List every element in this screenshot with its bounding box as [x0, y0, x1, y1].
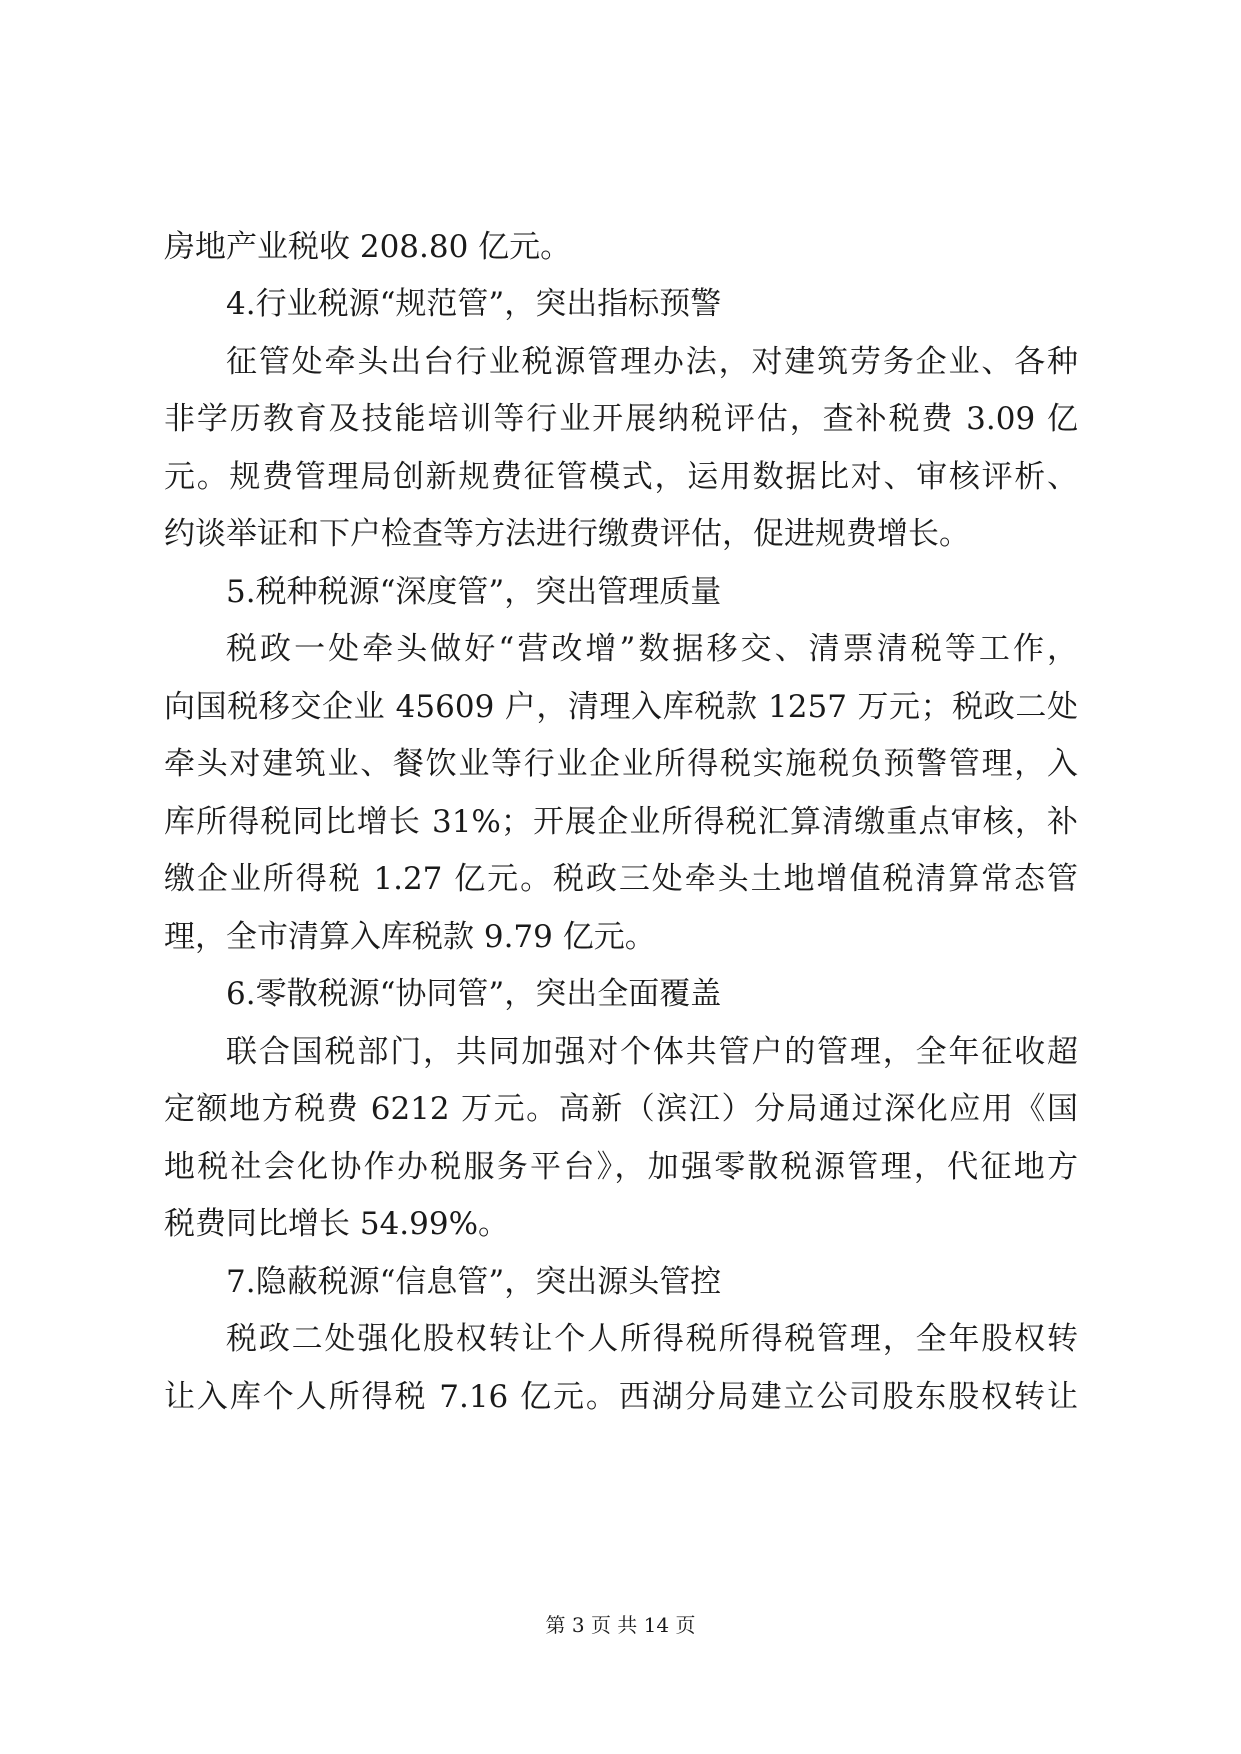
- text-line: 税费同比增长 54.99%。: [164, 1206, 510, 1242]
- text-line: 定额地方税费 6212 万元。高新（滨江）分局通过深化应用《国: [164, 1091, 1078, 1127]
- text-line: 缴企业所得税 1.27 亿元。税政三处牵头土地增值税清算常态管: [164, 861, 1078, 897]
- section-heading: 4.行业税源“规范管”，突出指标预警: [226, 286, 722, 322]
- text-line: 让入库个人所得税 7.16 亿元。西湖分局建立公司股东股权转让: [164, 1379, 1078, 1415]
- text-line: 联合国税部门，共同加强对个体共管户的管理，全年征收超: [226, 1034, 1078, 1070]
- text-line: 征管处牵头出台行业税源管理办法，对建筑劳务企业、各种: [226, 344, 1078, 380]
- page-number-footer: 第 3 页 共 14 页: [545, 1613, 696, 1637]
- section-heading: 6.零散税源“协同管”，突出全面覆盖: [226, 976, 722, 1012]
- text-line: 理，全市清算入库税款 9.79 亿元。: [164, 919, 656, 955]
- text-line: 地税社会化协作办税服务平台》，加强零散税源管理，代征地方: [164, 1149, 1078, 1185]
- text-line: 非学历教育及技能培训等行业开展纳税评估，查补税费 3.09 亿: [164, 401, 1078, 437]
- text-line: 税政二处强化股权转让个人所得税所得税管理，全年股权转: [226, 1321, 1078, 1357]
- text-line: 房地产业税收 208.80 亿元。: [164, 229, 572, 265]
- text-line: 向国税移交企业 45609 户，清理入库税款 1257 万元；税政二处: [164, 689, 1078, 725]
- text-line: 元。规费管理局创新规费征管模式，运用数据比对、审核评析、: [164, 459, 1078, 495]
- text-line: 牵头对建筑业、餐饮业等行业企业所得税实施税负预警管理，入: [164, 746, 1078, 782]
- section-heading: 5.税种税源“深度管”，突出管理质量: [226, 574, 722, 610]
- text-line: 税政一处牵头做好“营改增”数据移交、清票清税等工作，: [226, 631, 1078, 667]
- section-heading: 7.隐蔽税源“信息管”，突出源头管控: [226, 1264, 722, 1300]
- text-line: 库所得税同比增长 31%；开展企业所得税汇算清缴重点审核，补: [164, 804, 1078, 840]
- text-line: 约谈举证和下户检查等方法进行缴费评估，促进规费增长。: [164, 516, 970, 552]
